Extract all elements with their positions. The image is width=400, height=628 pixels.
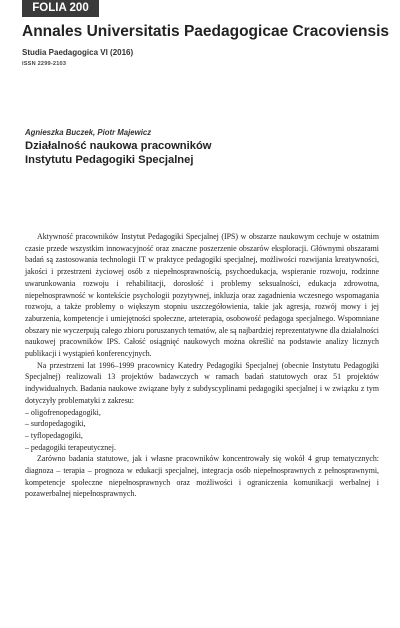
article-authors: Agnieszka Buczek, Piotr Majewicz [25, 128, 152, 137]
list-item: – tyflopedagogiki, [25, 430, 83, 440]
folio-tag: FOLIA 200 [22, 0, 99, 17]
subdiscipline-list [25, 407, 379, 454]
list-item: – pedagogiki terapeutycznej. [25, 442, 116, 452]
journal-title: Annales Universitatis Paedagogicae Cracoviensis [22, 23, 389, 40]
list-item: – surdopedagogiki, [25, 419, 86, 429]
article-body [25, 231, 379, 500]
issn: ISSN 2299-2103 [22, 61, 67, 67]
journal-series: Studia Paedagogica VI (2016) [22, 48, 134, 57]
body-paragraph-1: Aktywność pracowników Instytut Pedagogiki Specjalnej (IPS) w obszarze naukowym cechuje w ostatnim czasie przede wszystkim innowacyjność oraz znaczne poszerzenie obszarów eksploracji. Głównymi obszarami badań są zastosowania technologii IT w praktyce pedagogiki specjalnej, możliwości rozwijania kreatywności, jakości i przestrzeni życiowej osób z niepełnosprawnością, psychoedukacja, wspieranie rozwoju, rodzinne uwarunkowania rozwoju i rehabilitacji, dorosłość i problemy seksualności, edukacja zdrowotna, niepełnosprawność w kontekście psychologii pozytywnej, inkluzja oraz zagadnienia wczesnego wspomagania rozwoju, a także problemy o większym stopniu uszczegółowienia, takie jak agresja, rozwój mowy i jej zaburzenia, kompetencje i umiejętności społeczne, arteterapia, osobowość pedagoga specjalnego. Wspomniane obszary nie wyczerpują całego zbioru poruszanych tematów, ale są najbardziej reprezentatywne dla działalności naukowej pracowników IPS. Całość osiągnięć naukowych można określić na podstawie analizy licznych publikacji i wystąpień konferencyjnych. [25, 232, 379, 359]
list-item: – oligofrenopedagogiki, [25, 407, 101, 417]
body-paragraph-2: Na przestrzeni lat 1996–1999 pracownicy Katedry Pedagogiki Specjalnej (obecnie Instytutu Pedagogiki Specjalnej) realizowali 13 projektów badawczych w ramach badań statutowych oraz 51 projektów indywidualnych. Badania naukowe związane były z subdyscyplinami pedagogiki specjalnej i w związku z tym dotyczyły problematyki z zakresu: [25, 360, 379, 405]
article-title-line-2: Instytutu Pedagogiki Specjalnej [25, 154, 194, 166]
article-title-line-1: Działalność naukowa pracowników [25, 140, 212, 152]
body-paragraph-3: Zarówno badania statutowe, jak i własne pracowników koncentrowały się wokół 4 grup tematycznych: diagnoza – terapia – prognoza w edukacji specjalnej, integracja osób niepełnosprawnych z pełnosprawnymi, kompetencje społeczne niepełnosprawnych oraz możliwości i ograniczenia komunikacji werbalnej i pozawerbalnej niepełnosprawnych. [25, 454, 379, 499]
article-title [25, 139, 212, 167]
